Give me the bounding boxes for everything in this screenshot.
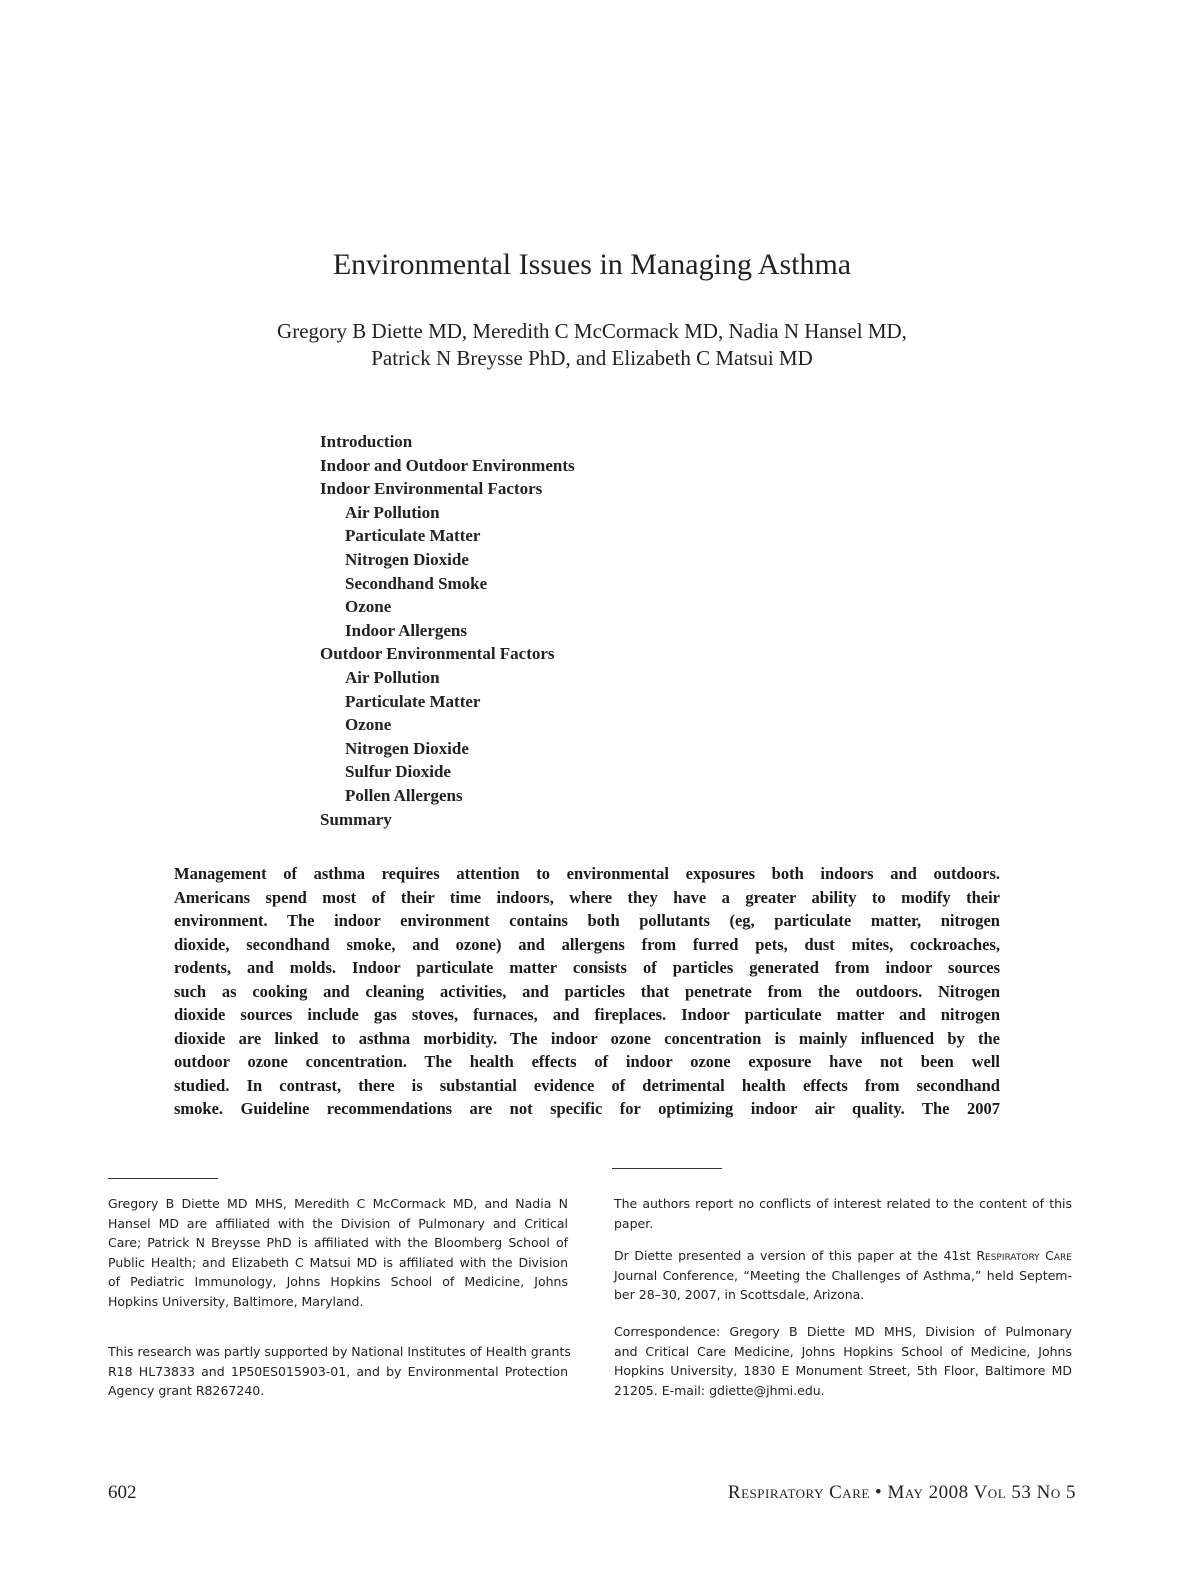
footnote-line: Public Health; and Elizabeth C Matsui MD is affiliated with the Division (108, 1254, 568, 1270)
article-title: Environmental Issues in Managing Asthma (332, 248, 852, 281)
abstract-line: studied. In contrast, there is substantial evidence of detrimental health effects from secondhand (174, 1075, 1000, 1095)
running-footer: Respiratory Care • May 2008 Vol 53 No 5 (727, 1482, 1076, 1503)
footnote-line: of Pediatric Immunology, Johns Hopkins School of Medicine, Johns (108, 1274, 568, 1289)
outline-item: Indoor and Outdoor Environments (320, 455, 575, 475)
outline-subitem: Indoor Allergens (345, 620, 468, 640)
outline-subitem: Particulate Matter (345, 691, 481, 711)
outline-subitem: Particulate Matter (345, 526, 481, 546)
abstract-line: Americans spend most of their time indoors, where they have a greater ability to modify their (174, 887, 1000, 907)
outline-subitem: Pollen Allergens (345, 785, 463, 805)
abstract-line: Management of asthma requires attention to environmental exposures both indoors and outdoors. (174, 864, 1000, 883)
footnote-line: Journal Conference, “Meeting the Challenges of Asthma,” held Septem- (614, 1267, 1072, 1283)
footnote-line: 21205. E-mail: gdiette@jhmi.edu. (614, 1382, 825, 1398)
affiliation-footnote (108, 1194, 568, 1311)
abstract-line: rodents, and molds. Indoor particulate matter consists of particles generated from indoor sources (174, 958, 1000, 977)
author-line-2: Patrick N Breysse PhD, and Elizabeth C Matsui MD (371, 346, 813, 370)
abstract (174, 862, 1000, 1121)
footnote-line: Hopkins University, 1830 E Monument Street, 5th Floor, Baltimore MD (614, 1363, 1072, 1378)
footnote-line: R18 HL73833 and 1P50ES015903-01, and by Environmental Protection (108, 1363, 568, 1379)
page-number: 602 (108, 1482, 137, 1503)
abstract-line: smoke. Guideline recommendations are not specific for optimizing indoor air quality. The 2007 (174, 1099, 1000, 1118)
conflicts-footnote (614, 1194, 1072, 1233)
abstract-line: dioxide sources include gas stoves, furnaces, and fireplaces. Indoor particulate matter and nitrogen (174, 1005, 1000, 1024)
outline-subitem: Sulfur Dioxide (345, 762, 451, 782)
section-outline (320, 430, 575, 831)
outline-item: Indoor Environmental Factors (320, 479, 543, 499)
outline-subitem: Air Pollution (345, 667, 440, 687)
author-list (0, 318, 1184, 372)
footnote-divider-right (612, 1168, 722, 1169)
abstract-line: environment. The indoor environment contains both pollutants (eg, particulate matter, nitrogen (174, 911, 1000, 930)
outline-subitem: Ozone (345, 715, 392, 735)
presented-footnote (614, 1246, 1072, 1305)
outline-subitem: Secondhand Smoke (345, 573, 488, 593)
abstract-line: dioxide are linked to asthma morbidity. The indoor ozone concentration is mainly influenced by the (174, 1028, 1000, 1048)
footnote-divider-left (108, 1178, 218, 1179)
footnote-line: ber 28–30, 2007, in Scottsdale, Arizona. (614, 1287, 865, 1302)
abstract-line: dioxide, secondhand smoke, and ozone) and allergens from furred pets, dust mites, cockroaches, (174, 934, 1000, 954)
footnote-line (614, 1246, 1072, 1266)
footnote-line: Agency grant R8267240. (108, 1383, 265, 1398)
correspondence-footnote (614, 1322, 1072, 1400)
footnote-line: The authors report no conflicts of interest related to the content of this (614, 1196, 1072, 1211)
footnote-line: paper. (614, 1215, 654, 1231)
outline-subitem: Ozone (345, 597, 392, 617)
funding-footnote (108, 1342, 571, 1401)
outline-subitem: Nitrogen Dioxide (345, 549, 469, 569)
footnote-line: This research was partly supported by National Institutes of Health grants (108, 1344, 571, 1359)
footnote-line: Hopkins University, Baltimore, Maryland. (108, 1293, 364, 1309)
author-line-1: Gregory B Diette MD, Meredith C McCormack MD, Nadia N Hansel MD, (277, 319, 907, 343)
footnote-line: Care; Patrick N Breysse PhD is affiliated with the Bloomberg School of (108, 1235, 568, 1250)
footnote-line: Gregory B Diette MD MHS, Meredith C McCormack MD, and Nadia N (108, 1196, 568, 1211)
outline-item: Introduction (320, 432, 413, 451)
outline-subitem: Air Pollution (345, 502, 440, 522)
footnote-line: Hansel MD are affiliated with the Division of Pulmonary and Critical (108, 1215, 568, 1231)
footnote-line: and Critical Care Medicine, Johns Hopkins School of Medicine, Johns (614, 1343, 1072, 1359)
abstract-line: outdoor ozone concentration. The health effects of indoor ozone exposure have not been well (174, 1052, 1000, 1071)
journal-name: Respiratory Care (976, 1248, 1072, 1263)
footnote-text: Dr Diette presented a version of this paper at the 41st (614, 1248, 971, 1263)
outline-item: Summary (320, 809, 392, 829)
abstract-line: such as cooking and cleaning activities, and particles that penetrate from the outdoors. Nitrogen (174, 981, 1000, 1001)
outline-item: Outdoor Environmental Factors (320, 644, 555, 664)
footnote-line: Correspondence: Gregory B Diette MD MHS, Division of Pulmonary (614, 1324, 1072, 1339)
outline-subitem: Nitrogen Dioxide (345, 738, 469, 758)
